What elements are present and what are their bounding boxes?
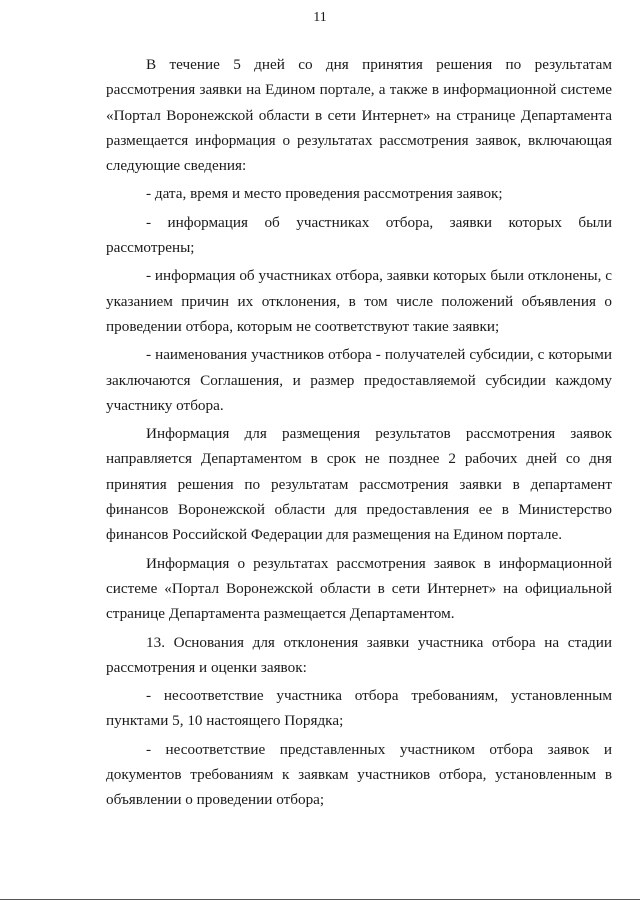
list-item-reviewed-participants: - информация об участниках отбора, заявки которых были рассмотрены; [106, 213, 612, 257]
list-item-date-time-place: - дата, время и место проведения рассмотрения заявок; [146, 185, 503, 203]
paragraph-information-submission: Информация для размещения результатов рассмотрения заявок направляется Департаментом в срок не позднее 2 рабочих дней со дня принятия решения по результатам рассмотрения заявки в департамент финансов Воронежской области для предоставления ее в Министерство финансов Российской Федерации для размещения на Едином портале. [106, 425, 612, 544]
page-number: 11 [313, 10, 327, 25]
paragraph-section-13-heading: 13. Основания для отклонения заявки участника отбора на стадии рассмотрения и оценки заявок: [106, 633, 612, 676]
list-item-documents-mismatch: - несоответствие представленных участником отбора заявок и документов требованиям к заявкам участников отбора, установленным в объявлении о проведении отбора; [106, 740, 612, 809]
document-body [106, 52, 612, 813]
paragraph-portal-publication: Информация о результатах рассмотрения заявок в информационной системе «Портал Воронежской области в сети Интернет» на официальной странице Департамента размещается Департаментом. [106, 554, 612, 623]
paragraph-publication-of-results: В течение 5 дней со дня принятия решения по результатам рассмотрения заявки на Едином портале, а также в информационной системе «Портал Воронежской области в сети Интернет» на странице Департамента размещается информация о результатах рассмотрения заявок, включающая следующие сведения: [106, 56, 612, 175]
scan-edge-line [0, 899, 640, 900]
list-item-subsidy-recipients: - наименования участников отбора - получателей субсидии, с которыми заключаются Соглашения, и размер предоставляемой субсидии каждому участнику отбора. [106, 346, 612, 414]
list-item-requirements-mismatch: - несоответствие участника отбора требованиям, установленным пунктами 5, 10 настоящего Порядка; [106, 687, 612, 730]
list-item-rejected-participants: - информация об участниках отбора, заявки которых были отклонены, с указанием причин их отклонения, в том числе положений объявления о проведении отбора, которым не соответствуют такие заявки; [106, 267, 612, 335]
